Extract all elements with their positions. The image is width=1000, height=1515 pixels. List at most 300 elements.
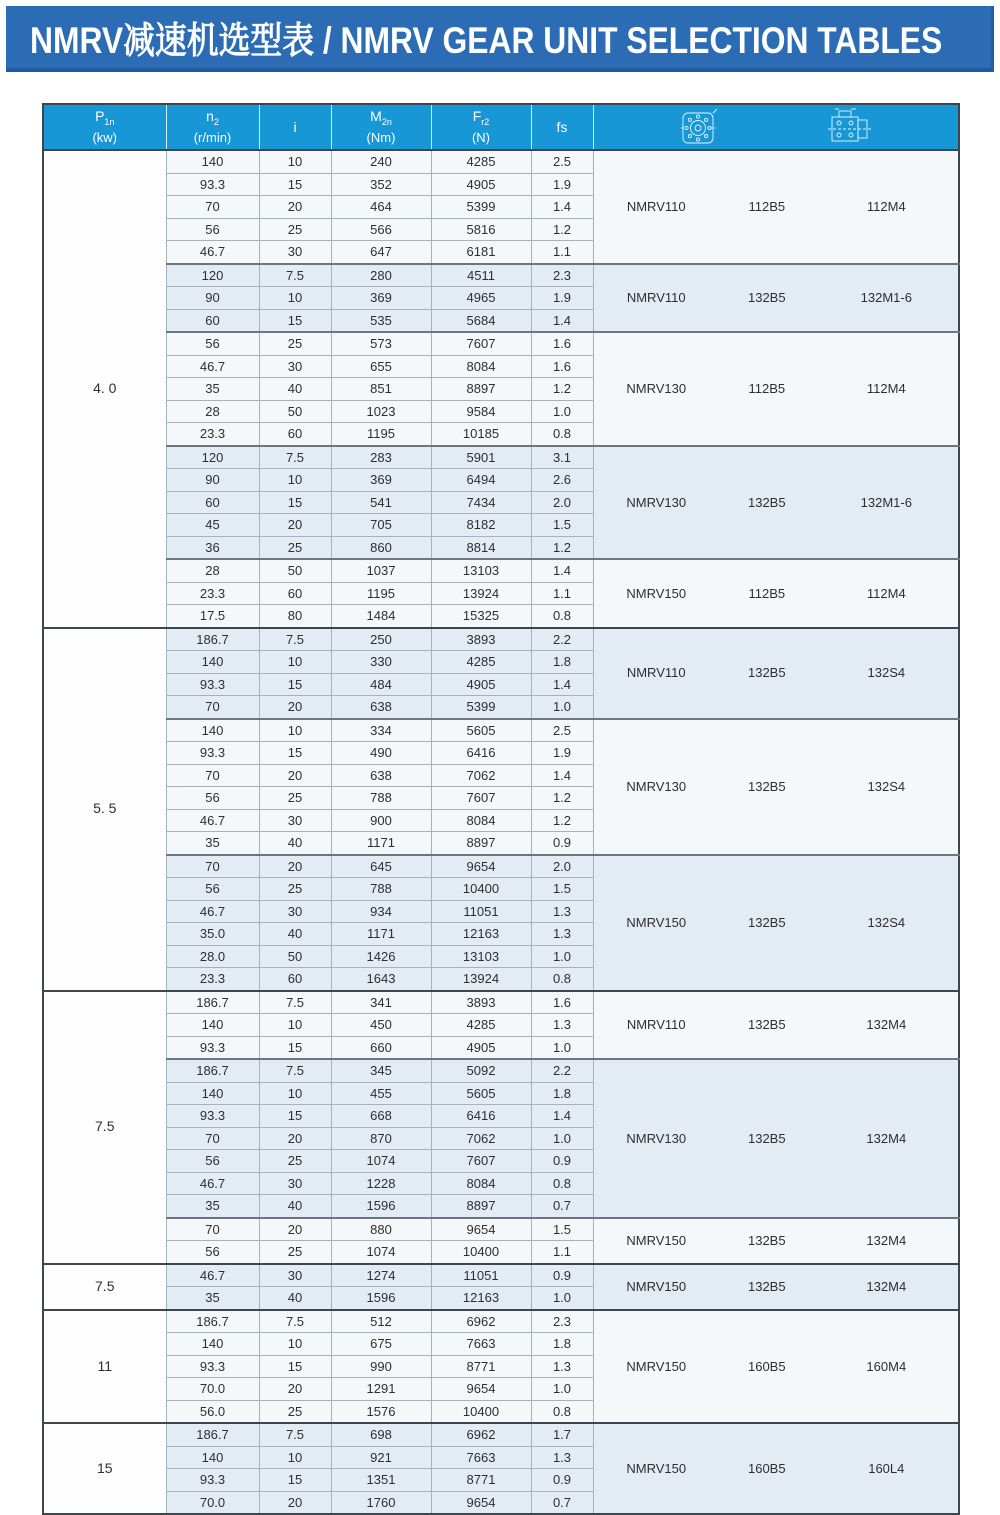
cell-fs: 1.2 bbox=[531, 536, 593, 559]
cell-m2n: 934 bbox=[331, 900, 431, 923]
cell-n2: 93.3 bbox=[166, 173, 259, 196]
model-cell bbox=[593, 559, 959, 628]
cell-i: 50 bbox=[259, 400, 331, 423]
cell-fs: 1.0 bbox=[531, 1036, 593, 1059]
cell-fs: 1.2 bbox=[531, 378, 593, 401]
cell-i: 30 bbox=[259, 241, 331, 264]
motor-model: 132S4 bbox=[867, 665, 906, 681]
cell-fs: 1.2 bbox=[531, 809, 593, 832]
cell-fs: 2.0 bbox=[531, 491, 593, 514]
cell-n2: 70 bbox=[166, 1127, 259, 1150]
cell-fr2: 4511 bbox=[431, 264, 531, 287]
cell-fs: 0.8 bbox=[531, 1400, 593, 1423]
cell-n2: 46.7 bbox=[166, 809, 259, 832]
power-cell: 7.5 bbox=[43, 1264, 166, 1310]
table-row bbox=[43, 991, 959, 1014]
cell-i: 20 bbox=[259, 1491, 331, 1514]
cell-fs: 1.4 bbox=[531, 1105, 593, 1128]
table-row bbox=[43, 559, 959, 582]
cell-fr2: 8084 bbox=[431, 1172, 531, 1195]
power-cell: 7.5 bbox=[43, 991, 166, 1264]
cell-fr2: 4285 bbox=[431, 150, 531, 173]
cell-fs: 0.8 bbox=[531, 1172, 593, 1195]
cell-fr2: 12163 bbox=[431, 1287, 531, 1310]
cell-fs: 1.0 bbox=[531, 1378, 593, 1401]
cell-fs: 1.3 bbox=[531, 1355, 593, 1378]
motor-model: 112M4 bbox=[866, 381, 906, 396]
cell-i: 30 bbox=[259, 1264, 331, 1287]
cell-n2: 35 bbox=[166, 832, 259, 855]
gear-unit-model: NMRV150 bbox=[626, 1232, 687, 1248]
cell-m2n: 1576 bbox=[331, 1400, 431, 1423]
cell-fr2: 5684 bbox=[431, 309, 531, 332]
input-flange: 160B5 bbox=[747, 1460, 786, 1476]
model-cell bbox=[593, 1264, 959, 1310]
cell-fr2: 5901 bbox=[431, 446, 531, 469]
cell-m2n: 1760 bbox=[331, 1491, 431, 1514]
cell-m2n: 566 bbox=[331, 218, 431, 241]
cell-n2: 90 bbox=[166, 469, 259, 492]
motor-model: 132M1-6 bbox=[860, 290, 912, 305]
cell-n2: 120 bbox=[166, 446, 259, 469]
cell-fr2: 3893 bbox=[431, 991, 531, 1014]
cell-m2n: 880 bbox=[331, 1218, 431, 1241]
cell-i: 30 bbox=[259, 809, 331, 832]
motor-model: 132M4 bbox=[866, 1232, 907, 1248]
cell-i: 20 bbox=[259, 514, 331, 537]
cell-fs: 1.1 bbox=[531, 241, 593, 264]
cell-fr2: 9654 bbox=[431, 1378, 531, 1401]
cell-m2n: 535 bbox=[331, 309, 431, 332]
cell-fr2: 8897 bbox=[431, 1195, 531, 1218]
cell-i: 80 bbox=[259, 605, 331, 628]
cell-fs: 1.3 bbox=[531, 1014, 593, 1037]
cell-i: 7.5 bbox=[259, 264, 331, 287]
cell-fs: 2.2 bbox=[531, 1059, 593, 1082]
motor-model: 112M4 bbox=[866, 199, 906, 214]
cell-n2: 35 bbox=[166, 378, 259, 401]
cell-n2: 140 bbox=[166, 1446, 259, 1469]
cell-m2n: 341 bbox=[331, 991, 431, 1014]
gear-unit-model: NMRV130 bbox=[626, 1130, 687, 1146]
cell-i: 40 bbox=[259, 1287, 331, 1310]
cell-m2n: 860 bbox=[331, 536, 431, 559]
cell-fs: 1.4 bbox=[531, 559, 593, 582]
cell-m2n: 280 bbox=[331, 264, 431, 287]
cell-m2n: 921 bbox=[331, 1446, 431, 1469]
cell-fr2: 8182 bbox=[431, 514, 531, 537]
gear-unit-icon bbox=[679, 108, 719, 146]
cell-m2n: 352 bbox=[331, 173, 431, 196]
cell-n2: 70.0 bbox=[166, 1378, 259, 1401]
cell-fr2: 5092 bbox=[431, 1059, 531, 1082]
cell-i: 25 bbox=[259, 1241, 331, 1264]
cell-fs: 2.5 bbox=[531, 150, 593, 173]
cell-i: 15 bbox=[259, 309, 331, 332]
cell-m2n: 698 bbox=[331, 1423, 431, 1446]
cell-m2n: 250 bbox=[331, 628, 431, 651]
cell-m2n: 490 bbox=[331, 742, 431, 765]
cell-i: 20 bbox=[259, 764, 331, 787]
cell-i: 40 bbox=[259, 1195, 331, 1218]
page-title: NMRV减速机选型表 / NMRV GEAR UNIT SELECTION TABLES bbox=[30, 20, 943, 61]
model-cell bbox=[593, 1423, 959, 1514]
table-row bbox=[43, 719, 959, 742]
cell-n2: 35 bbox=[166, 1195, 259, 1218]
cell-i: 40 bbox=[259, 832, 331, 855]
model-cell bbox=[593, 1310, 959, 1424]
motor-model: 132S4 bbox=[867, 778, 906, 794]
cell-i: 25 bbox=[259, 1400, 331, 1423]
cell-m2n: 1351 bbox=[331, 1469, 431, 1492]
cell-i: 25 bbox=[259, 787, 331, 810]
cell-fr2: 6181 bbox=[431, 241, 531, 264]
cell-n2: 186.7 bbox=[166, 1059, 259, 1082]
table-row bbox=[43, 1310, 959, 1333]
cell-fr2: 7062 bbox=[431, 1127, 531, 1150]
cell-n2: 186.7 bbox=[166, 991, 259, 1014]
cell-m2n: 660 bbox=[331, 1036, 431, 1059]
cell-n2: 70 bbox=[166, 1218, 259, 1241]
cell-i: 15 bbox=[259, 1036, 331, 1059]
cell-fs: 0.9 bbox=[531, 832, 593, 855]
cell-m2n: 369 bbox=[331, 287, 431, 310]
cell-fr2: 8084 bbox=[431, 355, 531, 378]
model-cell bbox=[593, 991, 959, 1060]
cell-fs: 1.8 bbox=[531, 651, 593, 674]
gear-unit-model: NMRV130 bbox=[626, 778, 687, 794]
gear-unit-model: NMRV150 bbox=[626, 1278, 687, 1294]
cell-fr2: 5605 bbox=[431, 1082, 531, 1105]
cell-fr2: 9654 bbox=[431, 1491, 531, 1514]
cell-fs: 1.4 bbox=[531, 196, 593, 219]
cell-n2: 70 bbox=[166, 196, 259, 219]
cell-i: 60 bbox=[259, 582, 331, 605]
cell-fs: 3.1 bbox=[531, 446, 593, 469]
cell-m2n: 484 bbox=[331, 673, 431, 696]
input-flange: 132B5 bbox=[747, 778, 786, 794]
cell-fs: 1.0 bbox=[531, 696, 593, 719]
cell-m2n: 990 bbox=[331, 1355, 431, 1378]
cell-fs: 1.8 bbox=[531, 1333, 593, 1356]
cell-m2n: 464 bbox=[331, 196, 431, 219]
page-title-banner bbox=[6, 6, 994, 72]
cell-m2n: 512 bbox=[331, 1310, 431, 1333]
table-row bbox=[43, 1423, 959, 1446]
cell-n2: 70 bbox=[166, 696, 259, 719]
gear-unit-model: NMRV150 bbox=[626, 1460, 687, 1476]
gear-unit-model: NMRV150 bbox=[626, 1358, 687, 1374]
cell-fs: 1.3 bbox=[531, 923, 593, 946]
table-row bbox=[43, 628, 959, 651]
motor-model: 132M4 bbox=[866, 1017, 907, 1032]
cell-fr2: 4905 bbox=[431, 673, 531, 696]
cell-i: 15 bbox=[259, 491, 331, 514]
cell-fs: 1.3 bbox=[531, 900, 593, 923]
model-cell bbox=[593, 264, 959, 333]
cell-i: 7.5 bbox=[259, 1059, 331, 1082]
cell-i: 7.5 bbox=[259, 1310, 331, 1333]
cell-n2: 28 bbox=[166, 400, 259, 423]
table-row bbox=[43, 150, 959, 173]
cell-fr2: 5399 bbox=[431, 696, 531, 719]
cell-fr2: 8897 bbox=[431, 378, 531, 401]
cell-i: 20 bbox=[259, 196, 331, 219]
cell-i: 15 bbox=[259, 173, 331, 196]
cell-n2: 28 bbox=[166, 559, 259, 582]
cell-n2: 56 bbox=[166, 878, 259, 901]
col-header-fs: fs bbox=[531, 104, 593, 150]
cell-m2n: 788 bbox=[331, 787, 431, 810]
cell-fs: 1.0 bbox=[531, 1287, 593, 1310]
cell-i: 60 bbox=[259, 423, 331, 446]
power-cell: 15 bbox=[43, 1423, 166, 1514]
input-flange: 132B5 bbox=[747, 290, 786, 305]
header-row bbox=[43, 104, 959, 150]
cell-i: 7.5 bbox=[259, 1423, 331, 1446]
table-row bbox=[43, 264, 959, 287]
cell-n2: 23.3 bbox=[166, 582, 259, 605]
cell-fr2: 8814 bbox=[431, 536, 531, 559]
cell-n2: 56 bbox=[166, 1150, 259, 1173]
cell-n2: 28.0 bbox=[166, 945, 259, 968]
cell-fr2: 9654 bbox=[431, 855, 531, 878]
cell-i: 15 bbox=[259, 1469, 331, 1492]
cell-fs: 2.2 bbox=[531, 628, 593, 651]
cell-fs: 1.6 bbox=[531, 332, 593, 355]
cell-fs: 0.7 bbox=[531, 1195, 593, 1218]
cell-fr2: 8771 bbox=[431, 1355, 531, 1378]
cell-n2: 36 bbox=[166, 536, 259, 559]
cell-m2n: 573 bbox=[331, 332, 431, 355]
cell-n2: 23.3 bbox=[166, 968, 259, 991]
gear-selection-table bbox=[42, 103, 960, 1515]
cell-n2: 140 bbox=[166, 651, 259, 674]
cell-m2n: 240 bbox=[331, 150, 431, 173]
cell-m2n: 1643 bbox=[331, 968, 431, 991]
table-row bbox=[43, 332, 959, 355]
model-cell bbox=[593, 628, 959, 719]
cell-n2: 56 bbox=[166, 218, 259, 241]
motor-model: 132M1-6 bbox=[860, 494, 912, 510]
cell-i: 20 bbox=[259, 1378, 331, 1401]
cell-fr2: 4285 bbox=[431, 1014, 531, 1037]
model-cell bbox=[593, 332, 959, 446]
input-flange: 132B5 bbox=[747, 665, 786, 681]
table-row bbox=[43, 855, 959, 878]
cell-n2: 45 bbox=[166, 514, 259, 537]
cell-n2: 140 bbox=[166, 150, 259, 173]
motor-model: 160M4 bbox=[866, 1358, 907, 1374]
cell-n2: 35.0 bbox=[166, 923, 259, 946]
col-header-n2: $n_2$ (r/min) bbox=[166, 104, 259, 150]
cell-i: 40 bbox=[259, 923, 331, 946]
cell-n2: 90 bbox=[166, 287, 259, 310]
input-flange: 112B5 bbox=[748, 199, 786, 214]
table-row bbox=[43, 1264, 959, 1287]
cell-i: 60 bbox=[259, 968, 331, 991]
cell-fs: 0.7 bbox=[531, 1491, 593, 1514]
cell-fr2: 11051 bbox=[431, 900, 531, 923]
cell-fr2: 13924 bbox=[431, 968, 531, 991]
cell-m2n: 647 bbox=[331, 241, 431, 264]
cell-fs: 1.4 bbox=[531, 764, 593, 787]
model-cell bbox=[593, 719, 959, 855]
cell-fr2: 8084 bbox=[431, 809, 531, 832]
cell-fs: 1.0 bbox=[531, 1127, 593, 1150]
col-header-p1n: $P_{1n}$ (kw) bbox=[43, 104, 166, 150]
cell-fs: 1.7 bbox=[531, 1423, 593, 1446]
cell-fs: 1.1 bbox=[531, 582, 593, 605]
motor-model: 132S4 bbox=[867, 914, 906, 930]
cell-n2: 186.7 bbox=[166, 628, 259, 651]
cell-n2: 93.3 bbox=[166, 1036, 259, 1059]
cell-fr2: 6962 bbox=[431, 1423, 531, 1446]
cell-fs: 1.9 bbox=[531, 287, 593, 310]
cell-fs: 1.5 bbox=[531, 514, 593, 537]
cell-fr2: 12163 bbox=[431, 923, 531, 946]
cell-m2n: 541 bbox=[331, 491, 431, 514]
cell-n2: 35 bbox=[166, 1287, 259, 1310]
cell-fs: 1.9 bbox=[531, 173, 593, 196]
cell-fs: 0.9 bbox=[531, 1469, 593, 1492]
cell-fs: 2.5 bbox=[531, 719, 593, 742]
cell-fr2: 7663 bbox=[431, 1446, 531, 1469]
cell-n2: 23.3 bbox=[166, 423, 259, 446]
gear-unit-model: NMRV110 bbox=[626, 290, 686, 305]
cell-fr2: 3893 bbox=[431, 628, 531, 651]
cell-i: 15 bbox=[259, 742, 331, 765]
cell-m2n: 369 bbox=[331, 469, 431, 492]
cell-fr2: 6416 bbox=[431, 742, 531, 765]
cell-fr2: 9584 bbox=[431, 400, 531, 423]
cell-fr2: 5816 bbox=[431, 218, 531, 241]
cell-i: 10 bbox=[259, 1446, 331, 1469]
cell-fr2: 10400 bbox=[431, 878, 531, 901]
cell-fs: 1.2 bbox=[531, 787, 593, 810]
cell-fs: 1.3 bbox=[531, 1446, 593, 1469]
cell-m2n: 900 bbox=[331, 809, 431, 832]
cell-n2: 140 bbox=[166, 1082, 259, 1105]
input-flange: 112B5 bbox=[748, 585, 786, 601]
cell-fr2: 7607 bbox=[431, 1150, 531, 1173]
cell-m2n: 675 bbox=[331, 1333, 431, 1356]
cell-fs: 0.8 bbox=[531, 423, 593, 446]
model-cell bbox=[593, 446, 959, 560]
cell-fs: 2.0 bbox=[531, 855, 593, 878]
cell-m2n: 1171 bbox=[331, 923, 431, 946]
cell-i: 10 bbox=[259, 719, 331, 742]
cell-n2: 186.7 bbox=[166, 1423, 259, 1446]
cell-m2n: 283 bbox=[331, 446, 431, 469]
input-flange: 160B5 bbox=[747, 1358, 786, 1374]
cell-i: 50 bbox=[259, 945, 331, 968]
cell-m2n: 1596 bbox=[331, 1287, 431, 1310]
cell-m2n: 1228 bbox=[331, 1172, 431, 1195]
cell-fr2: 4285 bbox=[431, 651, 531, 674]
cell-m2n: 1171 bbox=[331, 832, 431, 855]
cell-n2: 186.7 bbox=[166, 1310, 259, 1333]
cell-i: 10 bbox=[259, 287, 331, 310]
input-flange: 132B5 bbox=[747, 494, 786, 510]
cell-fs: 0.9 bbox=[531, 1150, 593, 1173]
cell-i: 10 bbox=[259, 1014, 331, 1037]
motor-model: 132M4 bbox=[866, 1278, 907, 1294]
cell-fs: 0.8 bbox=[531, 968, 593, 991]
cell-fr2: 8771 bbox=[431, 1469, 531, 1492]
cell-fr2: 10400 bbox=[431, 1400, 531, 1423]
cell-fr2: 5605 bbox=[431, 719, 531, 742]
cell-m2n: 668 bbox=[331, 1105, 431, 1128]
cell-fs: 1.0 bbox=[531, 945, 593, 968]
cell-m2n: 870 bbox=[331, 1127, 431, 1150]
cell-fs: 1.5 bbox=[531, 1218, 593, 1241]
cell-n2: 93.3 bbox=[166, 673, 259, 696]
cell-n2: 56.0 bbox=[166, 1400, 259, 1423]
cell-m2n: 1195 bbox=[331, 423, 431, 446]
cell-fs: 2.3 bbox=[531, 1310, 593, 1333]
cell-m2n: 1484 bbox=[331, 605, 431, 628]
cell-n2: 140 bbox=[166, 1333, 259, 1356]
cell-m2n: 1596 bbox=[331, 1195, 431, 1218]
cell-fs: 1.2 bbox=[531, 218, 593, 241]
motor-icon bbox=[827, 108, 873, 146]
cell-i: 15 bbox=[259, 1355, 331, 1378]
cell-i: 7.5 bbox=[259, 991, 331, 1014]
cell-fr2: 7434 bbox=[431, 491, 531, 514]
cell-n2: 70 bbox=[166, 855, 259, 878]
cell-i: 40 bbox=[259, 378, 331, 401]
cell-m2n: 1291 bbox=[331, 1378, 431, 1401]
cell-fr2: 8897 bbox=[431, 832, 531, 855]
cell-i: 20 bbox=[259, 1127, 331, 1150]
cell-n2: 56 bbox=[166, 332, 259, 355]
cell-n2: 140 bbox=[166, 719, 259, 742]
cell-fr2: 10400 bbox=[431, 1241, 531, 1264]
cell-i: 15 bbox=[259, 1105, 331, 1128]
cell-i: 50 bbox=[259, 559, 331, 582]
input-flange: 112B5 bbox=[748, 381, 786, 396]
cell-fs: 1.9 bbox=[531, 742, 593, 765]
cell-m2n: 638 bbox=[331, 696, 431, 719]
cell-n2: 120 bbox=[166, 264, 259, 287]
cell-i: 30 bbox=[259, 355, 331, 378]
input-flange: 132B5 bbox=[747, 1278, 786, 1294]
input-flange: 132B5 bbox=[747, 1017, 786, 1032]
cell-m2n: 450 bbox=[331, 1014, 431, 1037]
model-cell bbox=[593, 150, 959, 264]
cell-m2n: 645 bbox=[331, 855, 431, 878]
gear-unit-model: NMRV110 bbox=[626, 199, 686, 214]
cell-fr2: 7607 bbox=[431, 332, 531, 355]
cell-i: 25 bbox=[259, 878, 331, 901]
cell-m2n: 330 bbox=[331, 651, 431, 674]
power-cell: 11 bbox=[43, 1310, 166, 1424]
cell-i: 10 bbox=[259, 150, 331, 173]
cell-m2n: 1037 bbox=[331, 559, 431, 582]
cell-fr2: 7663 bbox=[431, 1333, 531, 1356]
cell-i: 20 bbox=[259, 855, 331, 878]
table-body bbox=[43, 150, 959, 1514]
cell-n2: 46.7 bbox=[166, 900, 259, 923]
cell-fr2: 7062 bbox=[431, 764, 531, 787]
cell-i: 25 bbox=[259, 536, 331, 559]
cell-m2n: 1426 bbox=[331, 945, 431, 968]
motor-model: 132M4 bbox=[866, 1130, 907, 1146]
cell-fs: 1.0 bbox=[531, 400, 593, 423]
cell-fr2: 7607 bbox=[431, 787, 531, 810]
cell-n2: 46.7 bbox=[166, 1264, 259, 1287]
